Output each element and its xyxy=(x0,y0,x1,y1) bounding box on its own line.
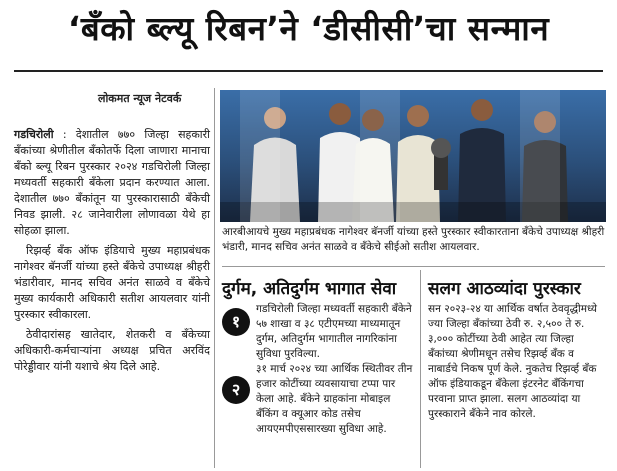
section1-heading: दुर्गम, अतिदुर्गम भागात सेवा xyxy=(222,279,397,299)
column-divider-1 xyxy=(214,88,215,468)
lead-paragraph-2: रिझर्व्ह बँक ऑफ इंडियाचे मुख्य महाप्रबंधक नागेश्वर बॅनर्जी यांच्या हस्ते बँकेचे उपाध्यक्ष श्रीहरी भंडारीवार, मानद सचिव अनंत साळवे व बँकेचे मुख्य कार्यकारी अधिकारी सतीश आयलवार यांनी पुरस्कार स्वीकारला. xyxy=(14,244,210,321)
column-divider-2 xyxy=(420,270,421,468)
section-rule xyxy=(222,266,605,267)
headline-rule xyxy=(14,70,603,72)
lead-text-1: : देशातील ७७० जिल्हा सहकारी बँकांच्या श्रेणीतील बँकोतर्फे दिला जाणारा मानाचा बँको ब्ल्यू रिबन पुरस्कार २०२४ गडचिरोली जिल्हा मध्यवर्ती सहकारी बँकेला प्रदान करण्यात आला. देशातील ७७० बँकांतून या पुरस्कारासाठी बँकेची निवड झाली. २८ जानेवारीला लोणावळा येथे हा सोहळा झाला. xyxy=(14,128,211,237)
lead-paragraph-1 xyxy=(14,127,210,239)
lead-paragraph-3: ठेवीदारांसह खातेदार, शेतकरी व बँकेच्या अधिकारी-कर्मचाऱ्यांना अध्यक्ष प्रचित अरविंद पोरेड्डीवार यांनी यशाचे श्रेय दिले आहे. xyxy=(14,328,210,373)
item-number-1: १ xyxy=(222,308,250,336)
section2-text: सन २०२३-२४ या आर्थिक वर्षात ठेववृद्धीमध्ये ज्या जिल्हा बँकांच्या ठेवी रु. २,५०० ते रु. ३,००० कोटींच्या ठेवी आहेत त्या जिल्हा बँकांच्या श्रेणीमधून तसेच रिझर्व्ह बँक व नाबार्डचे निकष पूर्ण केले. नुकतेच रिझर्व्ह बँक ऑफ इंडियाकडून बँकेला इंटरनेट बँकिंगचा परवाना प्राप्त झाला. सलग आठव्यांदा या पुरस्काराने बँकेने नाव कोरले. xyxy=(428,303,598,420)
item-text-1: गडचिरोली जिल्हा मध्यवर्ती सहकारी बँकेने ५७ शाखा व ३८ एटीएमच्या माध्यमातून दुर्गम, अतिदुर्गम भागातील नागरिकांना सुविधा पुरविल्या. xyxy=(256,303,412,360)
item-number-2: २ xyxy=(222,376,250,404)
award-photo xyxy=(220,90,606,222)
item-text-2: ३१ मार्च २०२४ च्या आर्थिक स्थितीवर तीन हजार कोटींच्या व्यवसायाचा टप्पा पार केला आहे. बँकेने ग्राहकांना मोबाइल बँकिंग व क्यूआर कोड तसेच आयएमपीएससारख्या सुविधा आहे. xyxy=(256,363,413,435)
dateline-place: गडचिरोली xyxy=(14,128,54,141)
byline: लोकमत न्यूज नेटवर्क xyxy=(98,92,182,105)
section2-heading: सलग आठव्यांदा पुरस्कार xyxy=(428,279,581,299)
headline: ‘बँको ब्ल्यू रिबन’ने ‘डीसीसी’चा सन्मान xyxy=(67,9,550,48)
photo-caption: आरबीआयचे मुख्य महाप्रबंधक नागेश्वर बॅनर्जी यांच्या हस्ते पुरस्कार स्वीकारताना बँकेचे उपाध्यक्ष श्रीहरी भंडारी, मानद सचिव अनंत साळवे व बँकेचे सीईओ सतीश आयलवार. xyxy=(222,226,605,253)
lead-column xyxy=(14,127,210,379)
